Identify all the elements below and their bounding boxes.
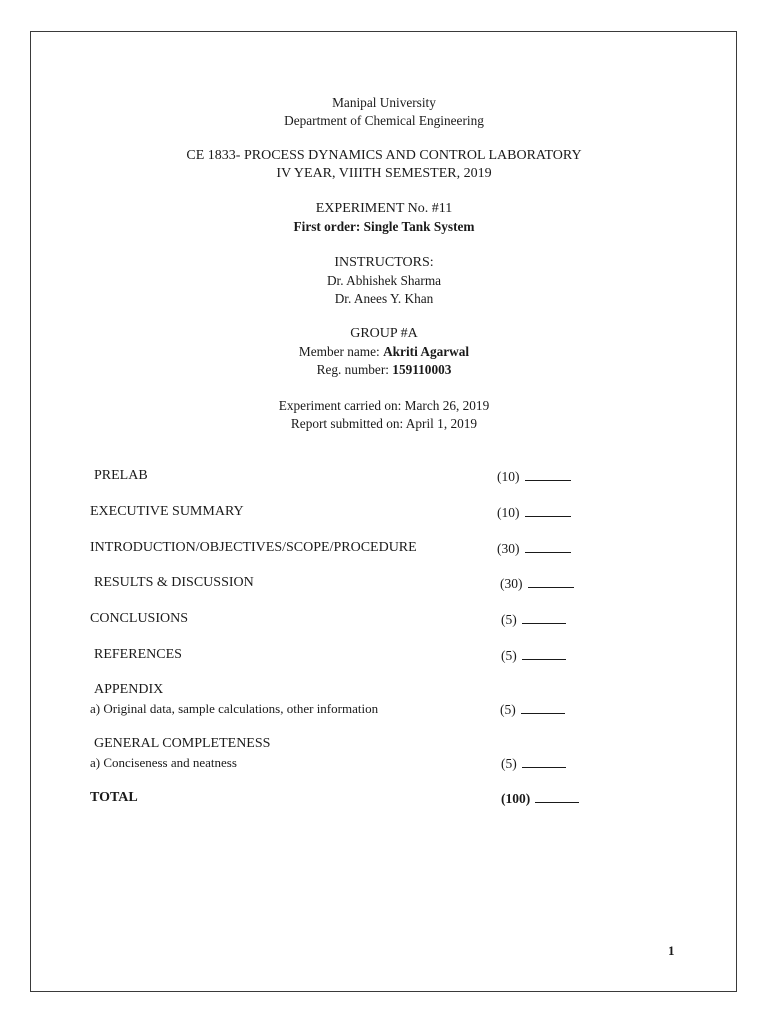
score-blank xyxy=(522,646,566,660)
score-blank xyxy=(528,574,574,588)
instructors-heading: INSTRUCTORS: xyxy=(334,255,434,270)
rubric-score-executive-summary: (10) xyxy=(497,503,571,522)
experiment-number: EXPERIMENT No. #11 xyxy=(315,201,453,216)
reg-number: 159110003 xyxy=(392,362,452,377)
experiment-carried-date: Experiment carried on: March 26, 2019 xyxy=(278,398,490,413)
rubric-score-references: (5) xyxy=(501,646,566,665)
rubric-sublabel-general-completeness: a) Conciseness and neatness xyxy=(90,755,237,770)
course-title: CE 1833- PROCESS DYNAMICS AND CONTROL LABORATORY xyxy=(186,148,582,163)
group-label: GROUP #A xyxy=(350,326,418,341)
instructor-1: Dr. Abhishek Sharma xyxy=(326,273,442,288)
rubric-label-appendix: APPENDIX xyxy=(94,682,164,697)
member-line xyxy=(0,343,768,361)
year-semester: IV YEAR, VIIITH SEMESTER, 2019 xyxy=(276,166,492,181)
rubric-score-total: (100) xyxy=(501,789,579,808)
rubric-score-conclusions: (5) xyxy=(501,610,566,629)
rubric-sublabel-appendix: a) Original data, sample calculations, other information xyxy=(90,701,379,716)
rubric-label-total: TOTAL xyxy=(90,790,138,805)
score-blank xyxy=(535,789,579,803)
member-name: Akriti Agarwal xyxy=(383,344,470,359)
score-blank xyxy=(525,539,571,553)
rubric-label-introduction: INTRODUCTION/OBJECTIVES/SCOPE/PROCEDURE xyxy=(90,540,417,555)
score-blank xyxy=(521,700,565,714)
score-blank xyxy=(525,467,571,481)
instructor-2: Dr. Anees Y. Khan xyxy=(334,291,434,306)
report-submitted-date: Report submitted on: April 1, 2019 xyxy=(290,416,478,431)
rubric-score-appendix: (5) xyxy=(500,700,565,719)
score-blank xyxy=(522,754,566,768)
rubric-label-executive-summary: EXECUTIVE SUMMARY xyxy=(90,504,244,519)
reg-line xyxy=(0,361,768,379)
experiment-title: First order: Single Tank System xyxy=(293,219,475,234)
rubric-label-general-completeness: GENERAL COMPLETENESS xyxy=(94,736,271,751)
university-name: Manipal University xyxy=(332,95,436,110)
rubric-score-results-discussion: (30) xyxy=(500,574,574,593)
rubric-label-conclusions: CONCLUSIONS xyxy=(90,611,189,626)
rubric-score-general-completeness: (5) xyxy=(501,754,566,773)
page-number: 1 xyxy=(668,943,675,958)
score-blank xyxy=(522,610,566,624)
rubric-score-prelab: (10) xyxy=(497,467,571,486)
rubric-score-introduction: (30) xyxy=(497,539,571,558)
score-blank xyxy=(525,503,571,517)
rubric-label-references: REFERENCES xyxy=(94,647,182,662)
member-name-label: Member name: xyxy=(298,344,384,359)
department-name: Department of Chemical Engineering xyxy=(284,113,484,128)
rubric-label-prelab: PRELAB xyxy=(94,468,148,483)
reg-number-label: Reg. number: xyxy=(316,362,393,377)
rubric-label-results-discussion: RESULTS & DISCUSSION xyxy=(94,575,254,590)
